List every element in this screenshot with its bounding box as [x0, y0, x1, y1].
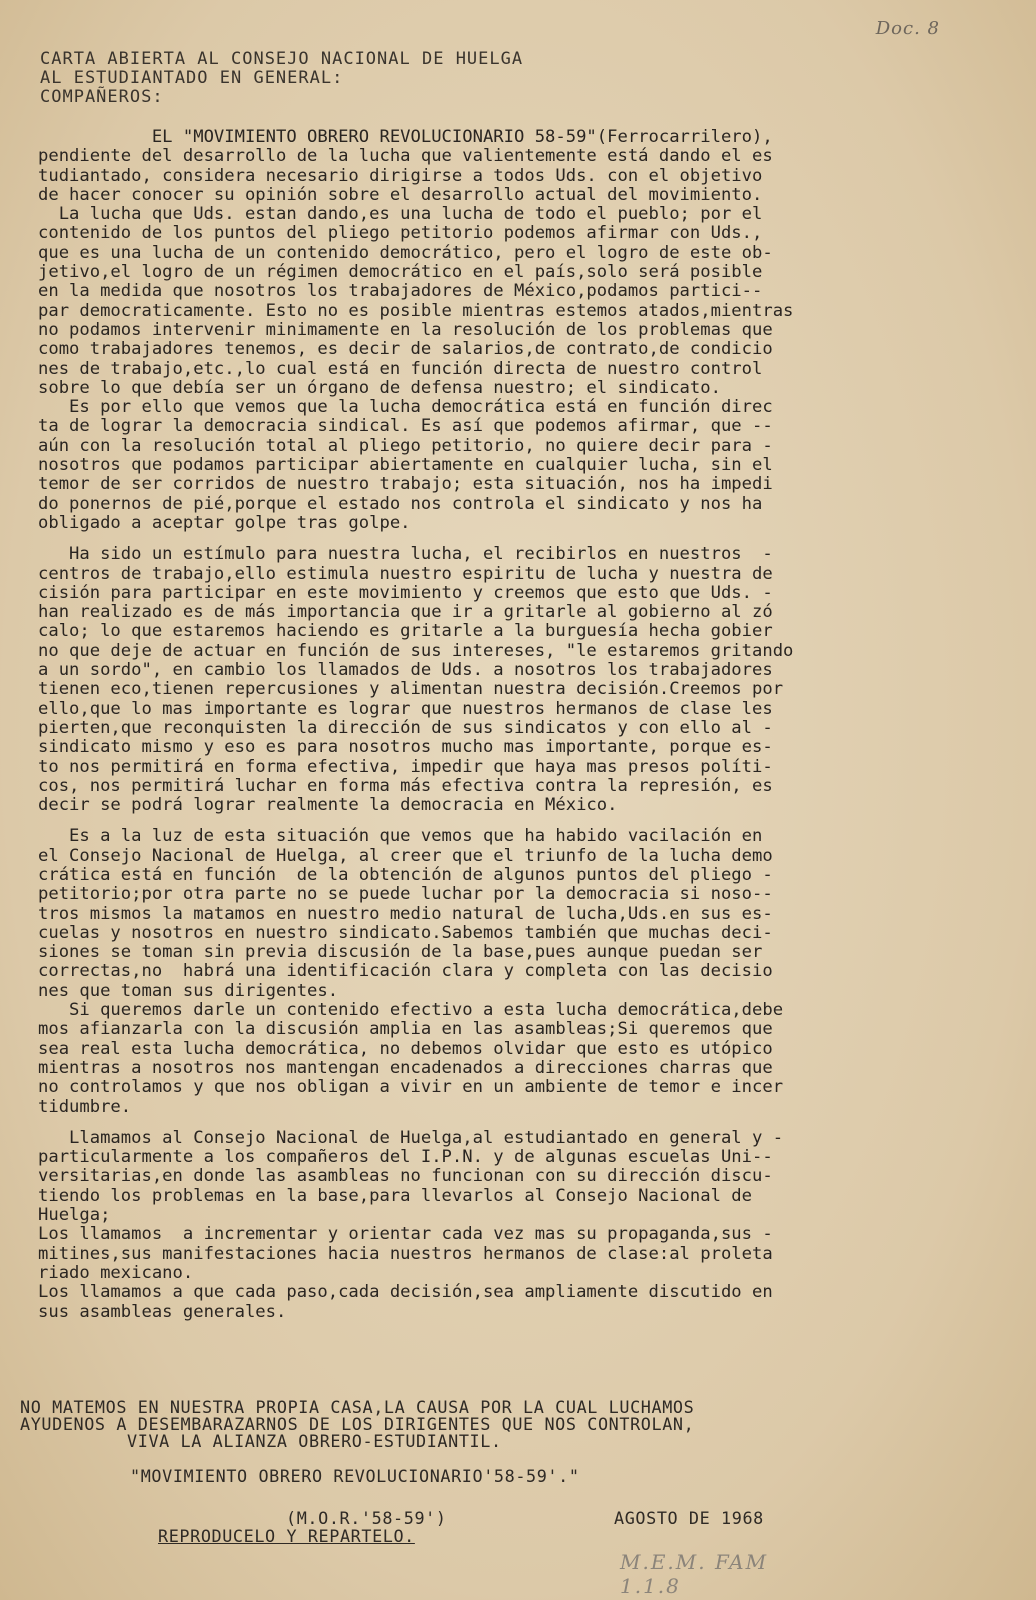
text-line: mientras a nosotros nos mantengan encadenados a direcciones charras que: [38, 1058, 773, 1078]
text-line: petitorio;por otra parte no se puede luchar por la democracia si noso--: [38, 885, 773, 905]
paragraph: [38, 545, 938, 815]
paragraph: [38, 827, 938, 1116]
text-line: ta de lograr la democracia sindical. Es así que podemos afirmar, que --: [38, 417, 773, 437]
text-line: sus asambleas generales.: [38, 1302, 287, 1322]
text-line: de hacer conocer su opinión sobre el desarrollo actual del movimiento.: [38, 185, 763, 205]
text-line: aún con la resolución total al pliego petitorio, no quiere decir para -: [38, 436, 773, 456]
text-line: ello,que lo mas importante es lograr que nuestros hermanos de clase les: [38, 699, 773, 719]
text-line: han realizado es de más importancia que ir a gritarle al gobierno al zó: [38, 603, 773, 623]
text-line: par democraticamente. Esto no es posible mientras estemos atados,mientras: [38, 301, 794, 321]
text-line: to nos permitirá en forma efectiva, impedir que haya mas presos políti-: [38, 757, 773, 777]
text-line: Ha sido un estímulo para nuestra lucha, el recibirlos en nuestros -: [38, 545, 773, 565]
text-line: do ponernos de pié,porque el estado nos controla el sindicato y nos ha: [38, 494, 763, 514]
text-line: cisión para participar en este movimiento y creemos que esto que Uds. -: [38, 583, 773, 603]
archive-mark-line: M.E.M. FAM: [620, 1550, 769, 1574]
text-line: Es a la luz de esta situación que vemos que ha habido vacilación en: [38, 827, 763, 847]
text-line: riado mexicano.: [38, 1263, 194, 1283]
paragraph: [38, 1129, 938, 1322]
reproduce-instruction: REPRODUCELO Y REPARTELO.: [158, 1526, 415, 1546]
text-line: Es por ello que vemos que la lucha democrática está en función direc: [38, 398, 773, 418]
slogan-line: VIVA LA ALIANZA OBRERO-ESTUDIANTIL.: [20, 1431, 502, 1451]
text-line: sobre lo que debía ser un órgano de defensa nuestro; el sindicato.: [38, 378, 721, 398]
text-line: no que deje de actuar en función de sus intereses, "le estaremos gritando: [38, 641, 794, 661]
text-line: siones se toman sin previa discusión de la base,pues aunque puedan ser: [38, 943, 763, 963]
signature-acronym: (M.O.R.'58-59'): [286, 1508, 447, 1528]
text-line: no controlamos y que nos obligan a vivir en un ambiente de temor e incer: [38, 1078, 784, 1098]
text-line: decir se podrá lograr realmente la democracia en México.: [38, 796, 618, 816]
text-line: cos, nos permitirá luchar en forma más efectiva contra la represión, es: [38, 776, 773, 796]
text-line: jetivo,el logro de un régimen democrático en el país,solo será posible: [38, 263, 763, 283]
heading-line: CARTA ABIERTA AL CONSEJO NACIONAL DE HUELGA: [40, 49, 524, 69]
letter-body: [38, 128, 938, 1322]
text-line: Huelga;: [38, 1206, 111, 1226]
text-line: en la medida que nosotros los trabajadores de México,podamos partici--: [38, 282, 763, 302]
text-line: tudiantado, considera necesario dirigirse a todos Uds. con el objetivo: [38, 166, 763, 186]
text-line: Los llamamos a incrementar y orientar cada vez mas su propaganda,sus -: [38, 1225, 773, 1245]
text-line: Los llamamos a que cada paso,cada decisión,sea ampliamente discutido en: [38, 1283, 773, 1303]
text-line: que es una lucha de un contenido democrático, pero el logro de este ob-: [38, 243, 773, 263]
text-line: temor de ser corridos de nuestro trabajo; esta situación, nos ha impedi: [38, 475, 773, 495]
letter-heading: [40, 50, 940, 107]
text-line: tiendo los problemas en la base,para llevarlos al Consejo Nacional de: [38, 1186, 752, 1206]
text-line: contenido de los puntos del pliego petitorio podemos afirmar con Uds.,: [38, 224, 763, 244]
text-line: tidumbre.: [38, 1097, 132, 1117]
text-line: mos afianzarla con la discusión amplia en las asambleas;Si queremos que: [38, 1020, 773, 1040]
text-line: nes de trabajo,etc.,lo cual está en función directa de nuestro control: [38, 359, 763, 379]
text-line: calo; lo que estaremos haciendo es gritarle a la burguesía hecha gobier: [38, 622, 773, 642]
text-line: como trabajadores tenemos, es decir de salarios,de contrato,de condicio: [38, 340, 773, 360]
paragraph-gap: [38, 815, 938, 827]
paragraph-container: [38, 128, 938, 1322]
text-line: mitines,sus manifestaciones hacia nuestros hermanos de clase:al proleta: [38, 1244, 773, 1264]
slogan-line: AYUDENOS A DESEMBARAZARNOS DE LOS DIRIGENTES QUE NOS CONTROLAN,: [20, 1414, 695, 1434]
heading-line: AL ESTUDIANTADO EN GENERAL:: [40, 68, 344, 88]
text-line: el Consejo Nacional de Huelga, al creer que el triunfo de la lucha demo: [38, 846, 773, 866]
text-line: no podamos intervenir minimamente en la resolución de los problemas que: [38, 320, 773, 340]
text-line: pendiente del desarrollo de la lucha que valientemente está dando el es: [38, 147, 773, 167]
paragraph-gap: [38, 533, 938, 545]
text-line: versitarias,en donde las asambleas no funcionan con su dirección discu-: [38, 1167, 773, 1187]
salutation: COMPAÑEROS:: [40, 87, 164, 107]
document-number-annotation: Doc. 8: [875, 18, 940, 39]
text-line: particularmente a los compañeros del I.P.N. y de algunas escuelas Uni--: [38, 1148, 773, 1168]
archive-mark-line: 1.1.8: [620, 1574, 681, 1598]
date: AGOSTO DE 1968: [614, 1508, 764, 1528]
text-line: pierten,que reconquisten la dirección de sus sindicatos y con ello al -: [38, 718, 773, 738]
signature: "MOVIMIENTO OBRERO REVOLUCIONARIO'58-59'.": [130, 1466, 580, 1486]
text-line: nes que toman sus dirigentes.: [38, 981, 339, 1001]
text-line: centros de trabajo,ello estimula nuestro espiritu de lucha y nuestra de: [38, 564, 773, 584]
text-line: correctas,no habrá una identificación clara y completa con las decisio: [38, 962, 773, 982]
text-line: Llamamos al Consejo Nacional de Huelga,al estudiantado en general y -: [38, 1128, 784, 1148]
text-line: a un sordo", en cambio los llamados de Uds. a nosotros los trabajadores: [38, 661, 773, 681]
text-line: La lucha que Uds. estan dando,es una lucha de todo el pueblo; por el: [38, 205, 763, 225]
text-line: EL "MOVIMIENTO OBRERO REVOLUCIONARIO 58-59"(Ferrocarrilero),: [38, 128, 773, 147]
text-line: tros mismos la matamos en nuestro medio natural de lucha,Uds.en sus es-: [38, 904, 773, 924]
text-line: crática está en función de la obtención de algunos puntos del pliego -: [38, 865, 773, 885]
text-line: tienen eco,tienen repercusiones y alimentan nuestra decisión.Creemos por: [38, 680, 784, 700]
text-line: obligado a aceptar golpe tras golpe.: [38, 513, 411, 533]
paragraph: [38, 128, 938, 533]
text-line: Si queremos darle un contenido efectivo a esta lucha democrática,debe: [38, 1001, 784, 1021]
text-line: cuelas y nosotros en nuestro sindicato.Sabemos también que muchas deci-: [38, 923, 773, 943]
text-line: nosotros que podamos participar abiertamente en cualquier lucha, sin el: [38, 456, 773, 476]
text-line: sea real esta lucha democrática, no debemos olvidar que esto es utópico: [38, 1039, 773, 1059]
slogan-line: NO MATEMOS EN NUESTRA PROPIA CASA,LA CAUSA POR LA CUAL LUCHAMOS: [20, 1397, 695, 1417]
archive-handwritten-mark: [620, 1550, 820, 1598]
closing-slogans: [20, 1399, 920, 1450]
text-line: sindicato mismo y eso es para nosotros mucho mas importante, porque es-: [38, 738, 773, 758]
paragraph-gap: [38, 1117, 938, 1129]
